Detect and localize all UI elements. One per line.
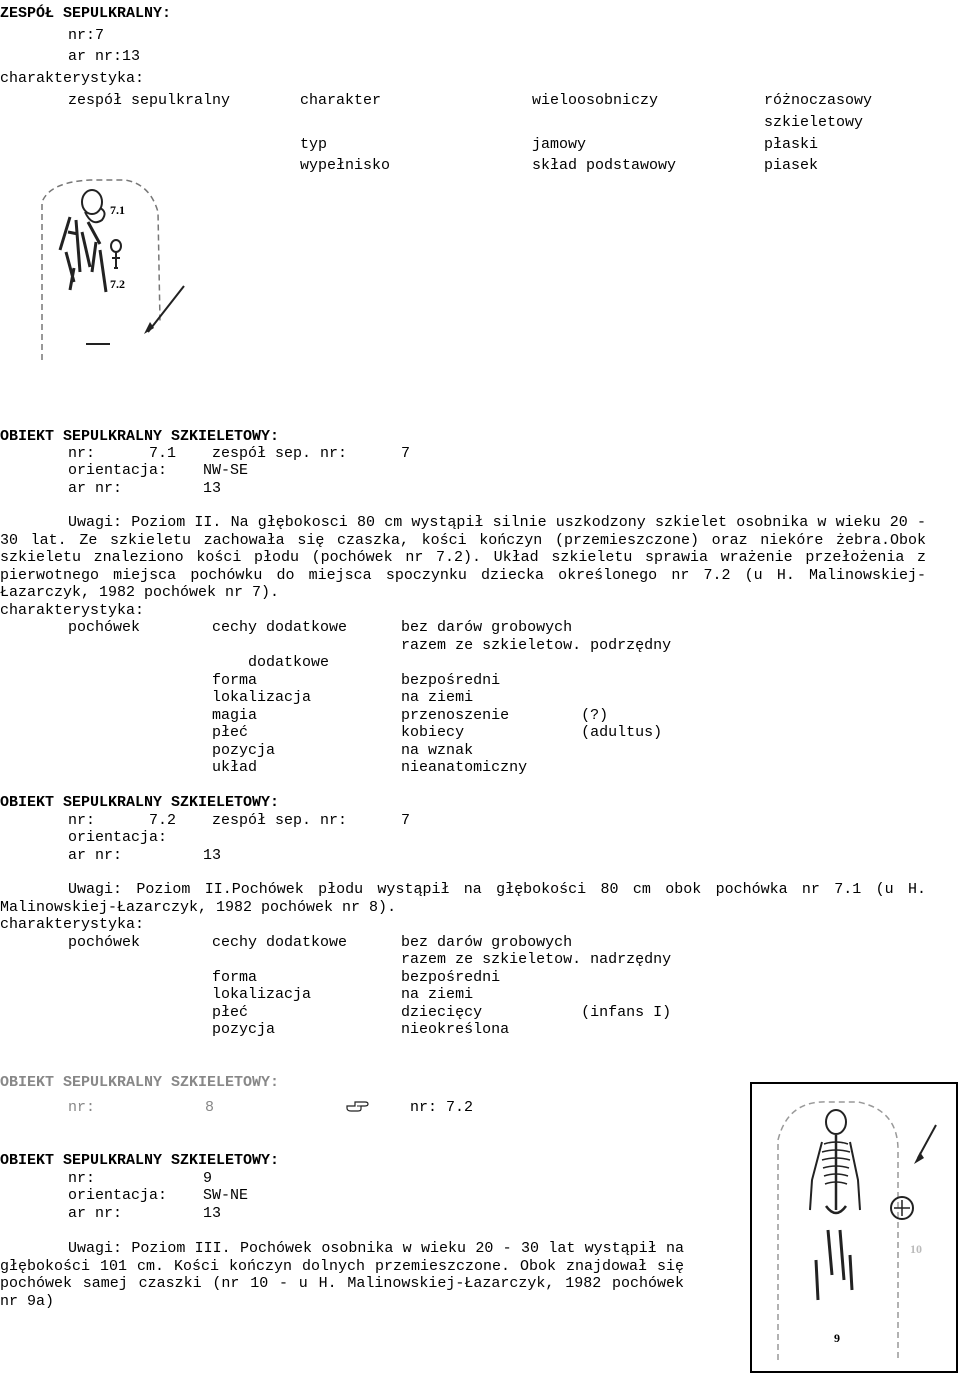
zespol-row1-col2: charakter	[300, 92, 382, 109]
obj72-nr-line: nr: 7.2 zespół sep. nr: 7	[68, 812, 411, 829]
obj9-uwagi: Uwagi: Poziom III. Pochówek osobnika w wieku 20 - 30 lat wystąpił na głębokości 101 cm. Kości kończyn dolnych przemieszczone. Obok znajdował się pochówek samej czaszki (nr 10 - u H. Malinowskiej-Łazarczyk, 1982 pochówek nr 9a)	[0, 1240, 684, 1310]
zespol-row3-col3: skład podstawowy	[532, 157, 677, 174]
obj71-char-row: lokalizacja na ziemi	[68, 689, 474, 706]
obj71-char-row: magia przenoszenie (?)	[68, 707, 609, 724]
obj71-char-label: charakterystyka:	[0, 602, 145, 619]
obj71-char-row: układ nieanatomiczny	[68, 759, 528, 776]
obj72-char-row: pochówek cechy dodatkowe bez darów grobowych	[68, 934, 573, 951]
grave-plan-9-figure	[748, 1080, 960, 1375]
obj9-ar-nr: ar nr: 13	[68, 1205, 222, 1222]
obj71-char-row: pochówek cechy dodatkowe bez darów grobowych	[68, 619, 573, 636]
zespol-heading: ZESPÓŁ SEPULKRALNY:	[0, 5, 172, 22]
obj72-char-row: razem ze szkieletow. nadrzędny	[68, 951, 672, 968]
obj72-char-row: pozycja nieokreślona	[68, 1021, 510, 1038]
obj71-char-row: pozycja na wznak	[68, 742, 474, 759]
zespol-row2-col3: jamowy	[532, 136, 587, 153]
obj9-orientacja: orientacja: SW-NE	[68, 1187, 249, 1204]
obj72-char-label: charakterystyka:	[0, 916, 145, 933]
zespol-ar-nr: ar nr:13	[68, 48, 141, 65]
obj72-orientacja: orientacja:	[68, 829, 168, 846]
obj71-char-row: forma bezpośredni	[68, 672, 501, 689]
zespol-row1-col4: różnoczasowy	[764, 92, 873, 109]
obj72-char-row: lokalizacja na ziemi	[68, 986, 474, 1003]
obj71-char-row: dodatkowe	[68, 654, 330, 671]
obj71-char-row: płeć kobiecy (adultus)	[68, 724, 663, 741]
obj8-heading: OBIEKT SEPULKRALNY SZKIELETOWY:	[0, 1074, 280, 1091]
figure-label-7-1: 7.1	[110, 203, 125, 217]
grave-plan-7-figure	[30, 172, 200, 372]
obj8-nr-label: nr:	[68, 1099, 96, 1116]
zespol-char-label: charakterystyka:	[0, 70, 145, 87]
zespol-row3-col4: piasek	[764, 157, 819, 174]
zespol-row2-col4: płaski	[764, 136, 819, 153]
obj72-char-row: forma bezpośredni	[68, 969, 501, 986]
obj72-char-row: płeć dziecięcy (infans I)	[68, 1004, 672, 1021]
zespol-row3-col2: wypełnisko	[300, 157, 391, 174]
obj71-heading: OBIEKT SEPULKRALNY SZKIELETOWY:	[0, 428, 280, 445]
figure-label-7-2: 7.2	[110, 277, 125, 291]
zespol-nr: nr:7	[68, 27, 105, 44]
obj71-ar-nr: ar nr: 13	[68, 480, 222, 497]
obj72-heading: OBIEKT SEPULKRALNY SZKIELETOWY:	[0, 794, 280, 811]
zespol-row1b: szkieletowy	[764, 114, 864, 131]
obj8-ref: nr: 7.2	[410, 1099, 474, 1116]
obj72-uwagi: Uwagi: Poziom II.Pochówek płodu wystąpił na głębokości 80 cm obok pochówka nr 7.1 (u H. Malinowskiej-Łazarczyk, 1982 pochówek nr 8).	[0, 881, 926, 916]
obj8-nr-value: 8	[205, 1099, 215, 1116]
obj71-nr-line: nr: 7.1 zespół sep. nr: 7	[68, 445, 411, 462]
pointing-hand-icon	[345, 1096, 369, 1112]
obj72-ar-nr: ar nr: 13	[68, 847, 222, 864]
obj71-uwagi: Uwagi: Poziom II. Na głębokosci 80 cm wystąpił silnie uszkodzony szkielet osobnika w wieku 20 - 30 lat. Ze szkieletu zachowała się czaszka, kości kończyn (przemieszczone) oraz niekóre żebra.Obok szkieletu znaleziono kości płodu (pochówek nr 7.2). Układ szkieletu sprawia wrażenie przełożenia z pierwotnego miejsca pochówku do miejsca spoczynku dziecka określonego nr 7.2 (u H. Malinowskiej-Łazarczyk, 1982 pochówek nr 7).	[0, 514, 926, 601]
figure-label-10: 10	[910, 1242, 922, 1256]
obj9-nr-line: nr: 9	[68, 1170, 213, 1187]
figure-label-9: 9	[834, 1331, 840, 1345]
zespol-row1-col3: wieloosobniczy	[532, 92, 659, 109]
obj71-orientacja: orientacja: NW-SE	[68, 462, 249, 479]
zespol-row2-col2: typ	[300, 136, 328, 153]
obj71-char-row: razem ze szkieletow. podrzędny	[68, 637, 672, 654]
zespol-row1-col1: zespół sepulkralny	[68, 92, 231, 109]
obj9-heading: OBIEKT SEPULKRALNY SZKIELETOWY:	[0, 1152, 280, 1169]
